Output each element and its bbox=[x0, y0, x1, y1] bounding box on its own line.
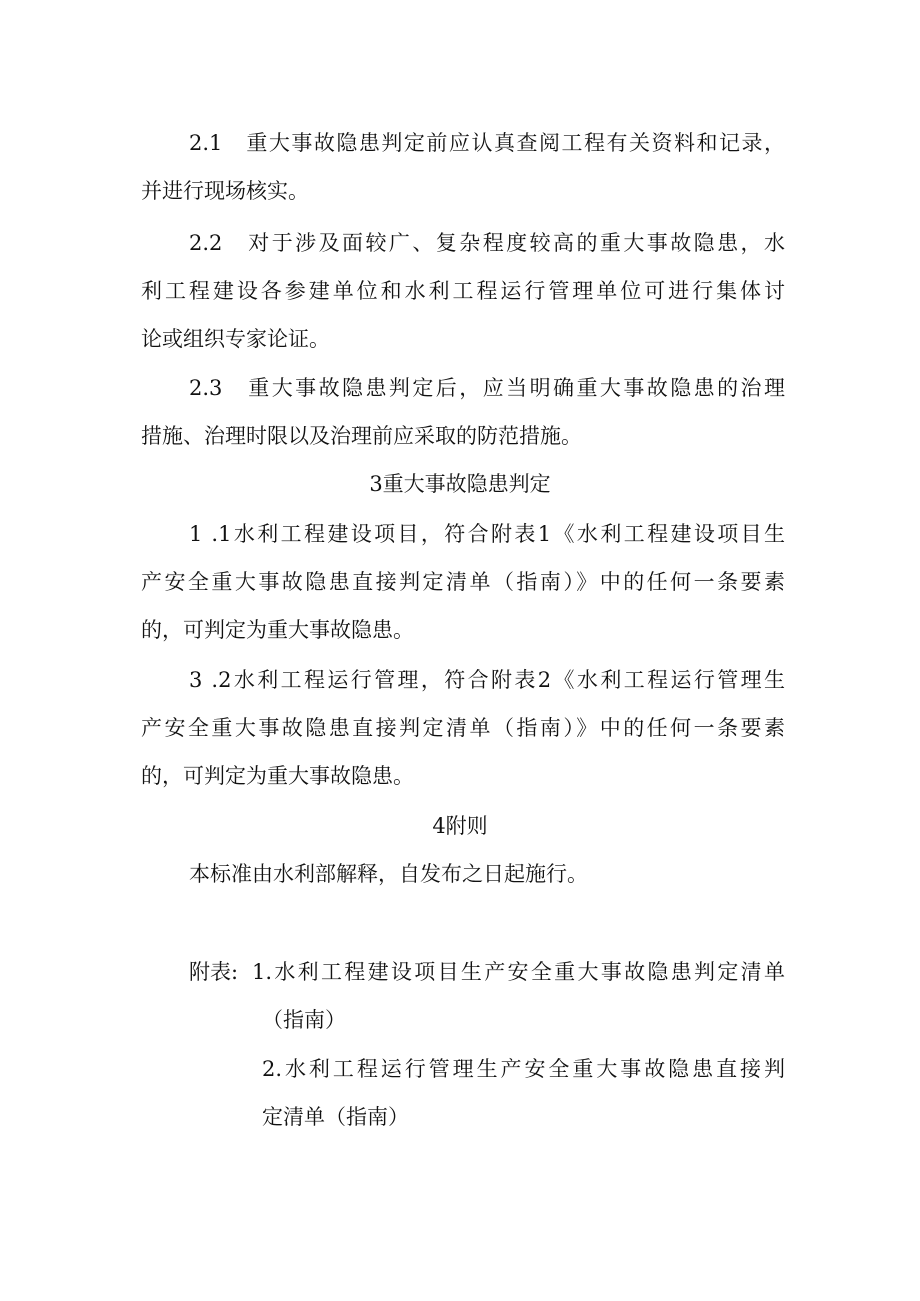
section-4-text: 本标准由水利部解释，自发布之日起施行。 bbox=[189, 862, 588, 886]
paragraph-2-2-line-3: 论或组织专家论证。 bbox=[141, 327, 330, 351]
appendix-item-1-line-1: 1.水利工程建设项目生产安全重大事故隐患判定清单 bbox=[252, 960, 785, 984]
paragraph-2-3-line-1: 2.3 重大事故隐患判定后，应当明确重大事故隐患的治理 bbox=[189, 376, 785, 400]
section-4-heading: 4附则 bbox=[432, 814, 488, 838]
paragraph-3-2-line-2: 产安全重大事故隐患直接判定清单（指南）》中的任何一条要素 bbox=[141, 716, 785, 740]
paragraph-3-2-line-1: 3 .2水利工程运行管理，符合附表2《水利工程运行管理生 bbox=[189, 668, 785, 692]
paragraph-3-2-line-3: 的，可判定为重大事故隐患。 bbox=[141, 764, 414, 788]
appendix-item-1-line-2: （指南） bbox=[262, 1008, 346, 1032]
paragraph-3-1-line-3: 的，可判定为重大事故隐患。 bbox=[141, 618, 414, 642]
paragraph-3-1-line-2: 产安全重大事故隐患直接判定清单（指南）》中的任何一条要素 bbox=[141, 570, 785, 594]
paragraph-2-1-line-1: 2.1 重大事故隐患判定前应认真查阅工程有关资料和记录， bbox=[189, 131, 785, 155]
paragraph-3-1-line-1: 1 .1水利工程建设项目，符合附表1《水利工程建设项目生 bbox=[189, 522, 785, 546]
paragraph-2-2-line-1: 2.2 对于涉及面较广、复杂程度较高的重大事故隐患，水 bbox=[189, 231, 785, 255]
paragraph-2-2-line-2: 利工程建设各参建单位和水利工程运行管理单位可进行集体讨 bbox=[141, 279, 785, 303]
appendix-item-2-line-2: 定清单（指南） bbox=[262, 1105, 409, 1129]
paragraph-2-1-line-2: 并进行现场核实。 bbox=[141, 179, 309, 203]
paragraph-2-3-line-2: 措施、治理时限以及治理前应采取的防范措施。 bbox=[141, 424, 582, 448]
appendix-label: 附表: bbox=[189, 960, 239, 984]
section-3-heading: 3重大事故隐患判定 bbox=[369, 472, 551, 496]
appendix-item-2-line-1: 2.水利工程运行管理生产安全重大事故隐患直接判 bbox=[262, 1057, 785, 1081]
